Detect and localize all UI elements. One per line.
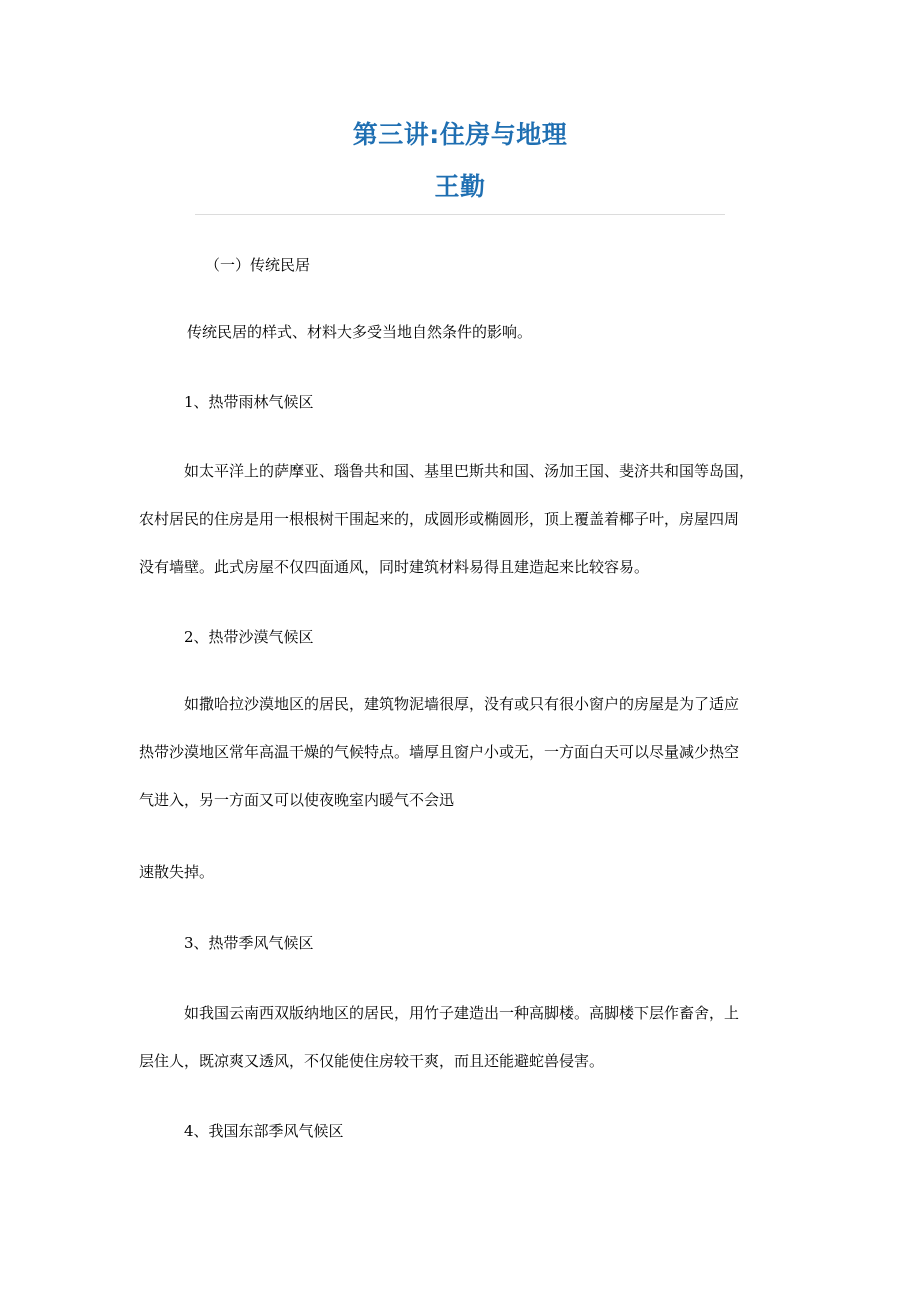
section-intro: 传统民居的样式、材料大多受当地自然条件的影响。 xyxy=(187,323,533,341)
climate-heading-4: 4、我国东部季风气候区 xyxy=(184,1122,344,1140)
paragraph-line: 气进入，另一方面又可以使夜晚室内暖气不会迅 xyxy=(139,791,455,809)
climate-heading-3: 3、热带季风气候区 xyxy=(184,934,314,952)
title-divider xyxy=(195,214,725,215)
climate-paragraph-3 xyxy=(139,1002,781,1098)
paragraph-line: 如撒哈拉沙漠地区的居民，建筑物泥墙很厚，没有或只有很小窗户的房屋是为了适应 xyxy=(184,695,740,713)
climate-heading-1: 1、热带雨林气候区 xyxy=(184,393,314,411)
author-name: 王勤 xyxy=(434,172,486,201)
document-title: 第三讲:住房与地理 xyxy=(352,120,568,149)
paragraph-line: 农村居民的住房是用一根根树干围起来的，成圆形或椭圆形，顶上覆盖着椰子叶，房屋四周 xyxy=(139,510,740,528)
paragraph-line: 层住人，既凉爽又透风，不仅能使住房较干爽，而且还能避蛇兽侵害。 xyxy=(139,1052,605,1070)
paragraph-continuation: 速散失掉。 xyxy=(139,863,215,881)
paragraph-line: 没有墙壁。此式房屋不仅四面通风，同时建筑材料易得且建造起来比较容易。 xyxy=(139,558,650,576)
paragraph-line: 如太平洋上的萨摩亚、瑙鲁共和国、基里巴斯共和国、汤加王国、斐济共和国等岛国， xyxy=(184,462,755,480)
climate-paragraph-2 xyxy=(139,693,781,837)
paragraph-line: 热带沙漠地区常年高温干燥的气候特点。墙厚且窗户小或无，一方面白天可以尽量减少热空 xyxy=(139,743,740,761)
climate-heading-2: 2、热带沙漠气候区 xyxy=(184,628,314,646)
climate-paragraph-1 xyxy=(139,460,781,604)
section-heading: （一）传统民居 xyxy=(205,256,311,274)
paragraph-line: 如我国云南西双版纳地区的居民，用竹子建造出一种高脚楼。高脚楼下层作畜舍，上 xyxy=(184,1004,740,1022)
